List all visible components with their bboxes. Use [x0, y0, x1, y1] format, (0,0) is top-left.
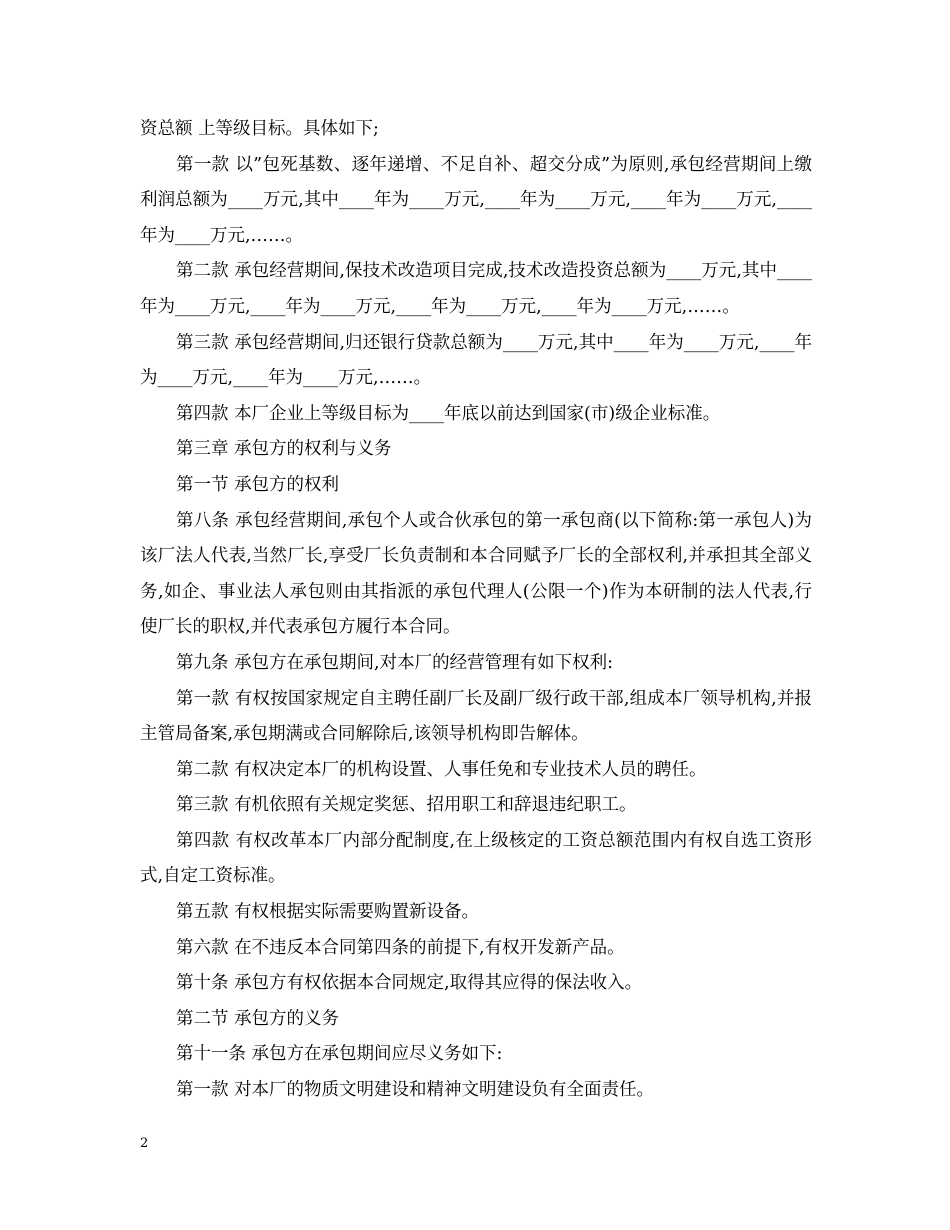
paragraph: 第四款 本厂企业上等级目标为____年底以前达到国家(市)级企业标准。: [176, 403, 721, 424]
paragraph: 第五款 有权根据实际需要购置新设备。: [176, 902, 480, 923]
paragraph: 第三款 有机依照有关规定奖惩、招用职工和辞退违纪职工。: [176, 795, 637, 816]
paragraph: 第十条 承包方有权依据本合同规定,取得其应得的保法收入。: [176, 973, 643, 994]
paragraph: 第一款 有权按国家规定自主聘任副厂长及副厂级行政干部,组成本厂领导机构,并报主管局备案,承包期满或合同解除后,该领导机构即告解体。: [140, 688, 812, 745]
paragraph: 第一款 以”包死基数、逐年递增、不足自补、超交分成”为原则,承包经营期间上缴利润总额为____万元,其中____年为____万元,____年为____万元,____年为____万元,____年为____万元,……。: [140, 154, 812, 246]
document-page: [140, 112, 812, 1109]
chapter-heading: 第三章 承包方的权利与义务: [176, 439, 392, 460]
paragraph: 第二款 承包经营期间,保技术改造项目完成,技术改造投资总额为____万元,其中____年为____万元,____年为____万元,____年为____万元,____年为____万元,……。: [140, 261, 812, 317]
section-heading: 第二节 承包方的义务: [176, 1008, 340, 1029]
paragraph: 第二款 有权决定本厂的机构设置、人事任免和专业技术人员的聘任。: [176, 759, 707, 780]
paragraph: 第一款 对本厂的物质文明建设和精神文明建设负有全面责任。: [176, 1080, 655, 1101]
paragraph: 第八条 承包经营期间,承包个人或合伙承包的第一承包商(以下简称:第一承包人)为该厂法人代表,当然厂长,享受厂长负责制和本合同赋予厂长的全部权利,并承担其全部义务,如企、事业法人承包则由其指派的承包代理人(公限一个)作为本研制的法人代表,行使厂长的职权,并代表承包方履行本合同。: [140, 510, 812, 638]
paragraph: 第六款 在不违反本合同第四条的前提下,有权开发新产品。: [176, 937, 625, 958]
paragraph: 第四款 有权改革本厂内部分配制度,在上级核定的工资总额范围内有权自选工资形式,自定工资标准。: [140, 830, 812, 887]
paragraph: 第三款 承包经营期间,归还银行贷款总额为____万元,其中____年为____万元,____年为____万元,____年为____万元,……。: [140, 332, 812, 389]
section-heading: 第一节 承包方的权利: [176, 474, 340, 495]
page-number: 2: [140, 1136, 149, 1151]
paragraph: 第十一条 承包方在承包期间应尽义务如下:: [176, 1044, 503, 1065]
paragraph: 第九条 承包方在承包期间,对本厂的经营管理有如下权利:: [176, 652, 614, 673]
paragraph: 资总额 上等级目标。具体如下;: [140, 119, 379, 139]
